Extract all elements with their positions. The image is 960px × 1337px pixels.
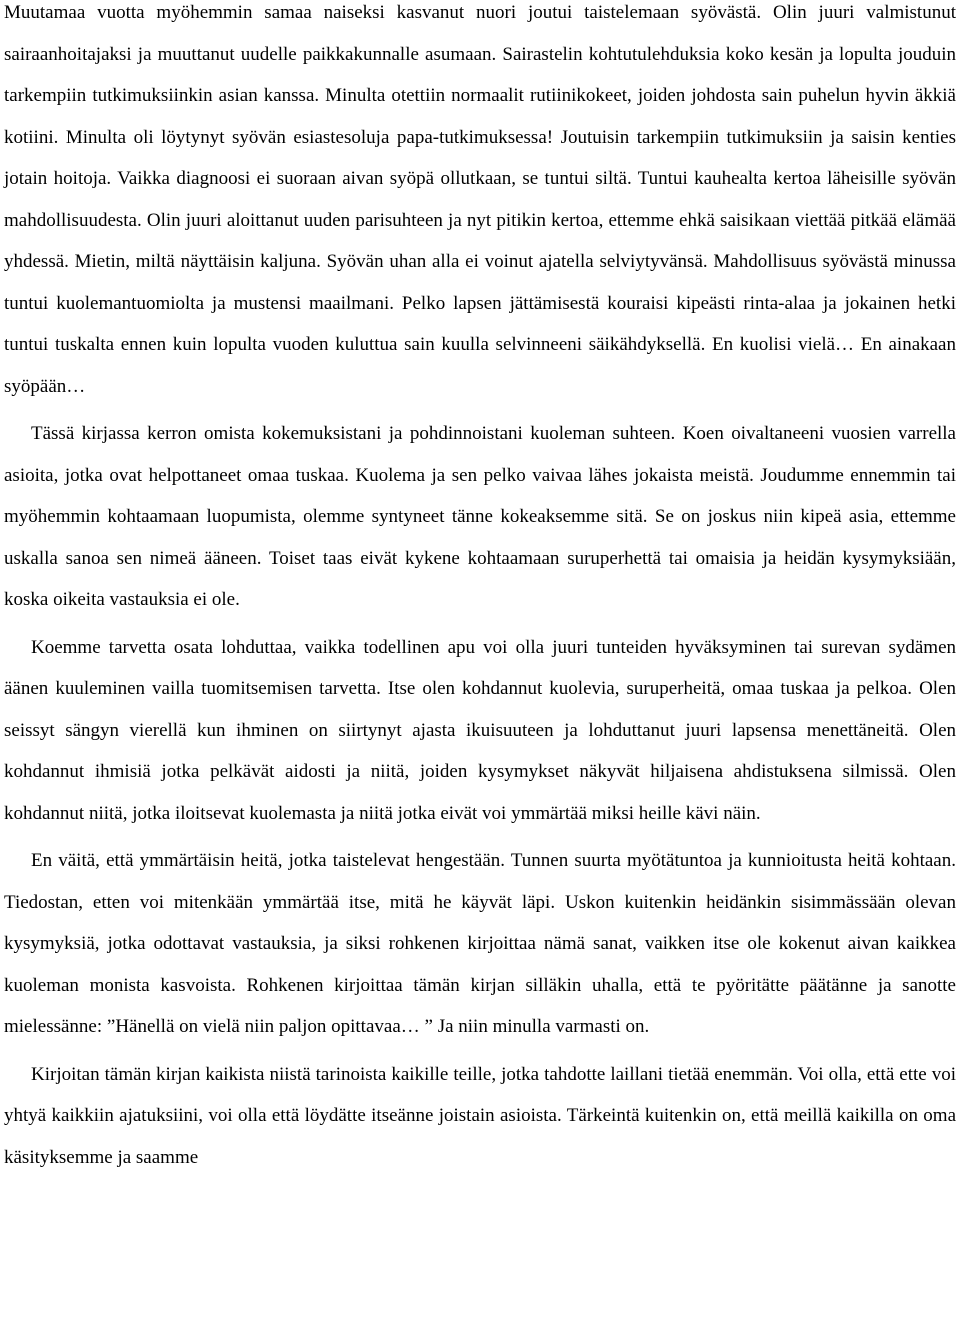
- paragraph-4: En väitä, että ymmärtäisin heitä, jotka taistelevat hengestään. Tunnen suurta myötätuntoa ja kunnioitusta heitä kohtaan. Tiedostan, etten voi mitenkään ymmärtää itse, mitä he käyvät läpi. Uskon kuitenkin heidänkin sisimmässään olevan kysymyksiä, jotka odottavat vastauksia, ja siksi rohkenen kirjoittaa nämä sanat, vaikken itse ole kokenut aivan kaikkea kuoleman monista kasvoista. Rohkenen kirjoittaa tämän kirjan silläkin uhalla, että te pyöritätte päätänne ja sanotte mielessänne: ”Hänellä on vielä niin paljon opittavaa… ” Ja niin minulla varmasti on.: [4, 850, 956, 1037]
- paragraph-5: Kirjoitan tämän kirjan kaikista niistä tarinoista kaikille teille, jotka tahdotte laillani tietää enemmän. Voi olla, että ette voi yhtyä kaikkiin ajatuksiini, voi olla että löydätte itseänne joistain asioista. Tärkeintä kuitenkin on, että meillä kaikilla on oma käsityksemme ja saamme: [4, 1063, 956, 1168]
- paragraph-2: Tässä kirjassa kerron omista kokemuksistani ja pohdinnoistani kuoleman suhteen. Koen oivaltaneeni vuosien varrella asioita, jotka ovat helpottaneet omaa tuskaa. Kuolema ja sen pelko vaivaa lähes jokaista meistä. Joudumme ennemmin tai myöhemmin kohtaamaan luopumista, olemme syntyneet tänne kokeaksemme sitä. Se on joskus niin kipeä asia, ettemme uskalla sanoa sen nimeä ääneen. Toiset taas eivät kykene kohtaamaan suruperhettä tai omaisia ja heidän kysymyksiään, koska oikeita vastauksia ei ole.: [4, 423, 956, 610]
- paragraph-1: Muutamaa vuotta myöhemmin samaa naiseksi kasvanut nuori joutui taistelemaan syövästä. Olin juuri valmistunut sairaanhoitajaksi ja muuttanut uudelle paikkakunnalle asumaan. Sairastelin kohtutulehduksia koko kesän ja lopulta jouduin tarkempiin tutkimuksiinkin asian kanssa. Minulta otettiin normaalit rutiinikokeet, joiden johdosta sain puhelun hyvin äkkiä kotiini. Minulta oli löytynyt syövän esiastesoluja papa-tutkimuksessa! Joutuisin tarkempiin tutkimuksiin ja saisin kenties jotain hoitoja. Vaikka diagnoosi ei suoraan aivan syöpä ollutkaan, se tuntui siltä. Tuntui kauhealta kertoa läheisille syövän mahdollisuudesta. Olin juuri aloittanut uuden parisuhteen ja nyt pitikin kertoa, ettemme ehkä saisikaan viettää pitkää elämää yhdessä. Mietin, miltä näyttäisin kaljuna. Syövän uhan alla ei voinut ajatella selviytyvänsä. Mahdollisuus syövästä minussa tuntui kuolemantuomiolta ja mustensi maailmani. Pelko lapsen jättämisestä kouraisi kipeästi rinta-alaa ja jokainen hetki tuntui tuskalta ennen kuin lopulta vuoden kuluttua sain kuulla selvinneeni säikähdyksellä. En kuolisi vielä… En ainakaan syöpään…: [4, 2, 956, 397]
- paragraph-3: Koemme tarvetta osata lohduttaa, vaikka todellinen apu voi olla juuri tunteiden hyväksyminen tai surevan sydämen äänen kuuleminen vailla tuomitsemisen tarvetta. Itse olen kohdannut kuolevia, suruperheitä, omaa tuskaa ja pelkoa. Olen seissyt sängyn vierellä kun ihminen on siirtynyt ajasta ikuisuuteen ja lohduttanut juuri lapsensa menettäneitä. Olen kohdannut ihmisiä jotka pelkävät aidosti ja niitä, joiden kysymykset näkyvät hiljaisena ahdistuksena silmissä. Olen kohdannut niitä, jotka iloitsevat kuolemasta ja niitä jotka eivät voi ymmärtää miksi heille kävi näin.: [4, 636, 956, 824]
